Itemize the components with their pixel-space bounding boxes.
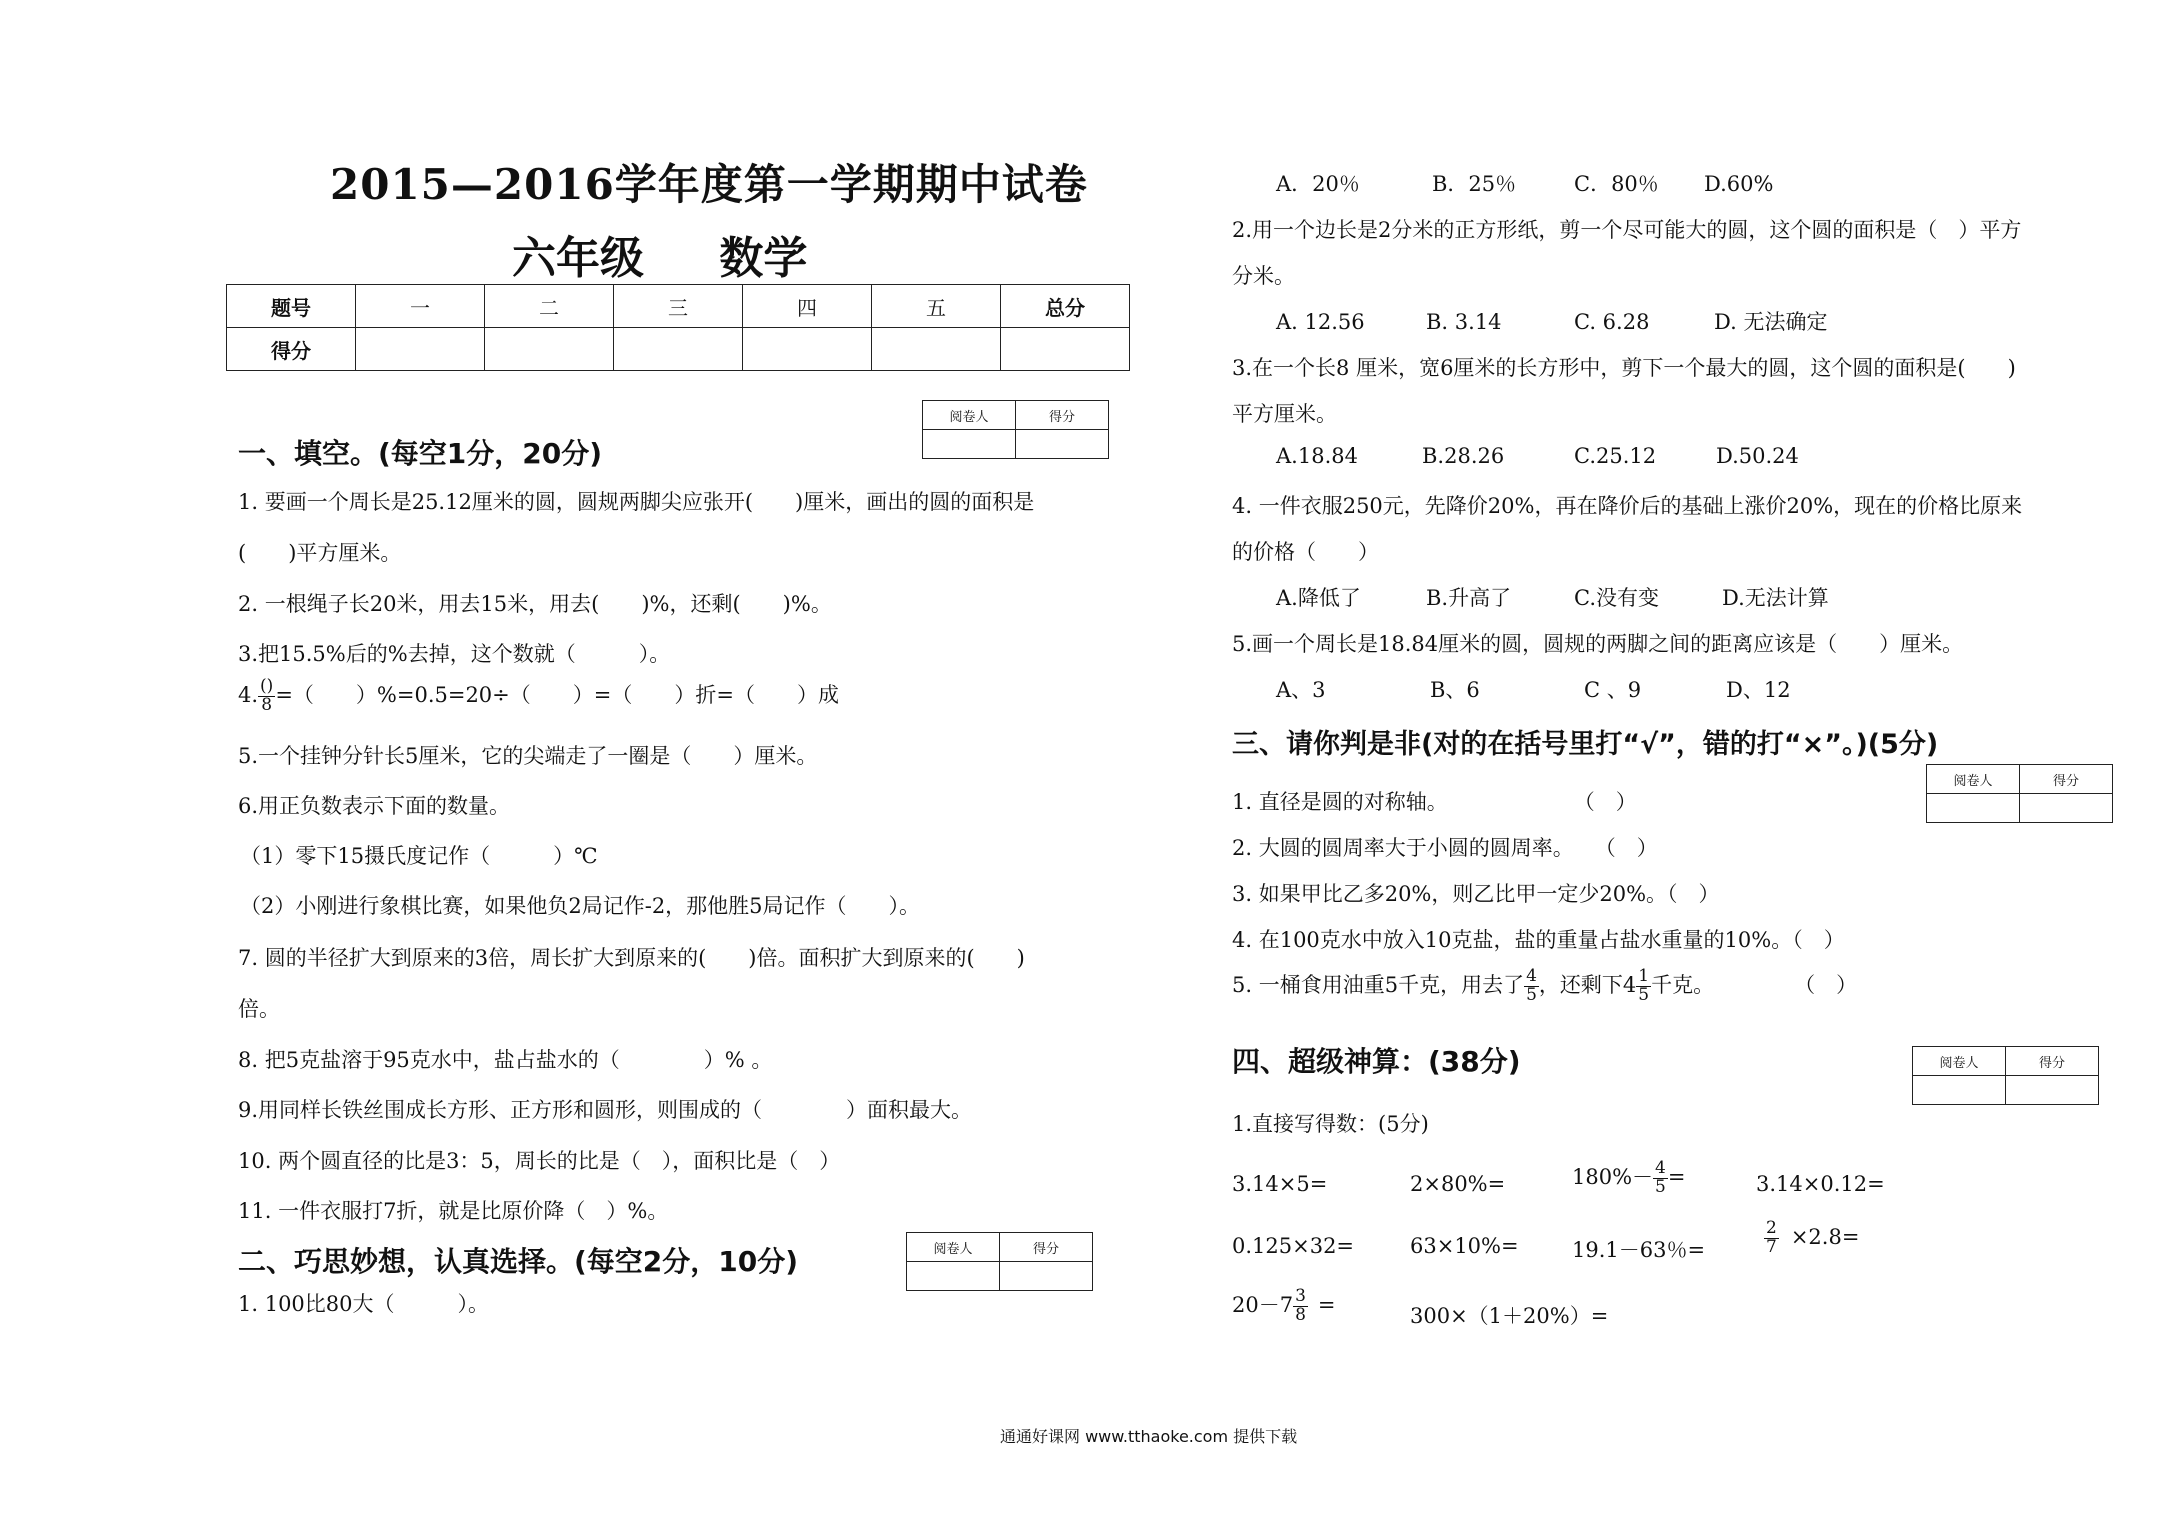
page-subtitle: [512, 222, 807, 286]
calc-frac: [1293, 1288, 1308, 1325]
s3-item5-paren: （ ）: [1794, 972, 1858, 997]
option[interactable]: D. 无法确定: [1714, 310, 1828, 334]
section1-title: 一、填空。(每空1分，20分): [238, 437, 603, 470]
calc-item: 300×（1＋20%）=: [1410, 1304, 1609, 1328]
option[interactable]: B. 3.14: [1426, 310, 1502, 334]
s3-item5: [1232, 968, 1857, 1005]
score-cell[interactable]: [485, 328, 614, 371]
grader-box-4: [1912, 1046, 2099, 1105]
score-header-2: 二: [485, 285, 614, 328]
score-header-total: 总分: [1001, 285, 1130, 328]
grader-label: 阅卷人: [1927, 765, 2020, 794]
q4-prefix: 4.: [238, 682, 259, 707]
score-cell[interactable]: [614, 328, 743, 371]
s2-q4: 4. 一件衣服250元，先降价20%，再在降价后的基础上涨价20%，现在的价格比原来: [1232, 494, 2023, 518]
calc-item: 63×10%=: [1410, 1234, 1519, 1258]
grader-score-label: 得分: [2006, 1047, 2099, 1076]
score-cell[interactable]: [872, 328, 1001, 371]
grader-label: 阅卷人: [907, 1233, 1000, 1262]
s1-line: 9.用同样长铁丝围成长方形、正方形和圆形，则围成的（ ）面积最大。: [238, 1098, 973, 1122]
q4-frac-den: 8: [261, 694, 273, 715]
calc-part: ×2.8=: [1790, 1224, 1860, 1249]
score-cell[interactable]: [743, 328, 872, 371]
s4-sub1: 1.直接写得数：(5分): [1232, 1112, 1429, 1136]
calc-item: 0.125×32=: [1232, 1234, 1355, 1258]
s2-q2: 2.用一个边长是2分米的正方形纸，剪一个尽可能大的圆，这个圆的面积是（ ）平方: [1232, 218, 2022, 242]
s1-line: 6.用正负数表示下面的数量。: [238, 794, 511, 818]
frac-num: 4: [1655, 1158, 1666, 1178]
calc-part: 20－7: [1232, 1292, 1294, 1317]
score-table: [226, 284, 1130, 371]
s2-q4: 的价格（ ）: [1232, 540, 1379, 564]
calc-item: 19.1－63％=: [1572, 1238, 1706, 1262]
grader-box-1: [922, 400, 1109, 459]
option[interactable]: B.升高了: [1426, 586, 1512, 610]
s1-line: 3.把15.5%后的%去掉，这个数就（ ）。: [238, 642, 671, 666]
s1-line: 2. 一根绳子长20米，用去15米，用去( )%，还剩( )%。: [238, 592, 832, 616]
grader-score-label: 得分: [1000, 1233, 1093, 1262]
section3-title: 三、请你判是非(对的在括号里打“√”，错的打“×”。)(5分): [1232, 729, 1939, 760]
calc-item: 3.14×0.12=: [1756, 1172, 1885, 1196]
s1-line: （1）零下15摄氏度记作（ ）℃: [240, 844, 598, 868]
section4-title: 四、超级神算：(38分): [1232, 1045, 1521, 1078]
option[interactable]: A.18.84: [1276, 444, 1358, 468]
s3-item: 3. 如果甲比乙多20%，则乙比甲一定少20%。（ ）: [1232, 882, 1720, 906]
score-header-0: 题号: [227, 285, 356, 328]
grader-label: 阅卷人: [923, 401, 1016, 430]
grader-cell[interactable]: [1927, 794, 2020, 823]
grader-score-label: 得分: [1016, 401, 1109, 430]
s2-q2: 分米。: [1232, 264, 1295, 288]
grader-cell[interactable]: [2006, 1076, 2099, 1105]
calc-item: 3.14×5=: [1232, 1172, 1328, 1196]
subject-label: 数学: [719, 233, 808, 284]
grader-box-3: [1926, 764, 2113, 823]
s3-item5-a: 5. 一桶食用油重5千克，用去了: [1232, 972, 1525, 997]
s2-q5-options: [1276, 674, 1791, 704]
s3-item5-frac1: [1524, 968, 1539, 1005]
score-cell[interactable]: [1001, 328, 1130, 371]
grader-cell[interactable]: [1000, 1262, 1093, 1291]
option[interactable]: C．80％: [1574, 172, 1659, 196]
grader-cell[interactable]: [2020, 794, 2113, 823]
calc-item-frac: [1572, 1160, 1685, 1197]
option[interactable]: A．20％: [1276, 172, 1360, 196]
score-header-1: 一: [356, 285, 485, 328]
grader-cell[interactable]: [907, 1262, 1000, 1291]
footer-credit: 通通好课网 www.tthaoke.com 提供下载: [1000, 1427, 1298, 1446]
frac-den: 5: [1655, 1176, 1666, 1197]
frac-num: 3: [1295, 1286, 1306, 1306]
option[interactable]: A、3: [1276, 678, 1326, 702]
s3-item: 2. 大圆的圆周率大于小圆的圆周率。 （ ）: [1232, 836, 1658, 860]
s3-item5-b: ，还剩下4: [1538, 972, 1637, 997]
option[interactable]: D、12: [1726, 678, 1791, 702]
s3-item5-frac2: [1636, 968, 1651, 1005]
calc-frac: [1764, 1220, 1779, 1257]
s3-item: 1. 直径是圆的对称轴。 （ ）: [1232, 790, 1637, 814]
s2-q5: 5.画一个周长是18.84厘米的圆，圆规的两脚之间的距离应该是（ ）厘米。: [1232, 632, 1964, 656]
frac-num: 4: [1526, 966, 1537, 986]
s3-item: 4. 在100克水中放入10克盐，盐的重量占盐水重量的10%。（ ）: [1232, 928, 1845, 952]
section2-title: 二、巧思妙想，认真选择。(每空2分，10分): [238, 1245, 799, 1278]
frac-den: 5: [1526, 984, 1537, 1005]
s2-q3-options: [1276, 444, 1799, 468]
score-header-4: 四: [743, 285, 872, 328]
q4-frac-num: (): [260, 676, 274, 696]
frac-num: 1: [1638, 966, 1650, 986]
option[interactable]: D.50.24: [1716, 444, 1799, 468]
calc-part: 180%－: [1572, 1164, 1654, 1189]
s1-line: 5.一个挂钟分针长5厘米，它的尖端走了一圈是（ ）厘米。: [238, 744, 818, 768]
s1-line: ( )平方厘米。: [238, 541, 402, 565]
s1-line: 倍。: [238, 997, 280, 1021]
s2-q1-options: [1276, 168, 1773, 198]
grader-cell[interactable]: [923, 430, 1016, 459]
score-row-label: 得分: [227, 328, 356, 371]
grader-score-label: 得分: [2020, 765, 2113, 794]
option[interactable]: B.28.26: [1422, 444, 1505, 468]
option[interactable]: B、6: [1430, 678, 1480, 702]
s2-q4-options: [1276, 582, 1829, 612]
option[interactable]: B．25％: [1432, 172, 1517, 196]
calc-item-frac: [1764, 1220, 1859, 1257]
s1-line: 8. 把5克盐溶于95克水中，盐占盐水的（ ）% 。: [238, 1048, 773, 1072]
grader-box-2: [906, 1232, 1093, 1291]
s1-line: 10. 两个圆直径的比是3：5，周长的比是（ ），面积比是（ ）: [238, 1149, 841, 1173]
option[interactable]: D.无法计算: [1722, 586, 1829, 610]
s1-line: （2）小刚进行象棋比赛，如果他负2局记作-2，那他胜5局记作（ ）。: [240, 894, 921, 918]
frac-den: 8: [1295, 1304, 1306, 1325]
grade-label: 六年级: [512, 233, 644, 284]
frac-den: 7: [1766, 1236, 1777, 1257]
calc-part: =: [1317, 1292, 1336, 1317]
s2-q3: 平方厘米。: [1232, 402, 1337, 426]
s2-q1: 1. 100比80大（ ）。: [238, 1292, 490, 1316]
s2-q3: 3.在一个长8 厘米，宽6厘米的长方形中，剪下一个最大的圆，这个圆的面积是( ): [1232, 356, 2016, 380]
s1-q4: [238, 678, 839, 715]
option[interactable]: C 、9: [1584, 678, 1642, 702]
option[interactable]: C.没有变: [1574, 586, 1659, 610]
calc-part: =: [1667, 1164, 1686, 1189]
s1-line: 11. 一件衣服打7折，就是比原价降（ ）%。: [238, 1199, 669, 1223]
option[interactable]: A. 12.56: [1276, 310, 1365, 334]
s3-item5-c: 千克。: [1651, 972, 1715, 997]
score-header-3: 三: [614, 285, 743, 328]
option[interactable]: C. 6.28: [1574, 310, 1650, 334]
s1-line: 1. 要画一个周长是25.12厘米的圆，圆规两脚尖应张开( )厘米，画出的圆的面积是: [238, 490, 1035, 514]
s1-line: 7. 圆的半径扩大到原来的3倍，周长扩大到原来的( )倍。面积扩大到原来的( ): [238, 946, 1025, 970]
grader-label: 阅卷人: [1913, 1047, 2006, 1076]
option[interactable]: C.25.12: [1574, 444, 1657, 468]
option[interactable]: D.60%: [1704, 172, 1774, 196]
calc-item: 2×80%=: [1410, 1172, 1506, 1196]
frac-den: 5: [1638, 984, 1650, 1005]
q4-fraction: [258, 678, 275, 715]
q4-rest: =（ ）%=0.5=20÷（ ）=（ ）折=（ ）成: [275, 682, 839, 707]
grader-cell[interactable]: [1016, 430, 1109, 459]
page-title: 2015—2016学年度第一学期期中试卷: [330, 160, 1088, 209]
calc-frac: [1653, 1160, 1668, 1197]
grader-cell[interactable]: [1913, 1076, 2006, 1105]
option[interactable]: A.降低了: [1276, 586, 1361, 610]
frac-num: 2: [1766, 1218, 1777, 1238]
score-cell[interactable]: [356, 328, 485, 371]
score-header-5: 五: [872, 285, 1001, 328]
calc-item-frac: [1232, 1288, 1336, 1325]
s2-q2-options: [1276, 306, 1827, 336]
